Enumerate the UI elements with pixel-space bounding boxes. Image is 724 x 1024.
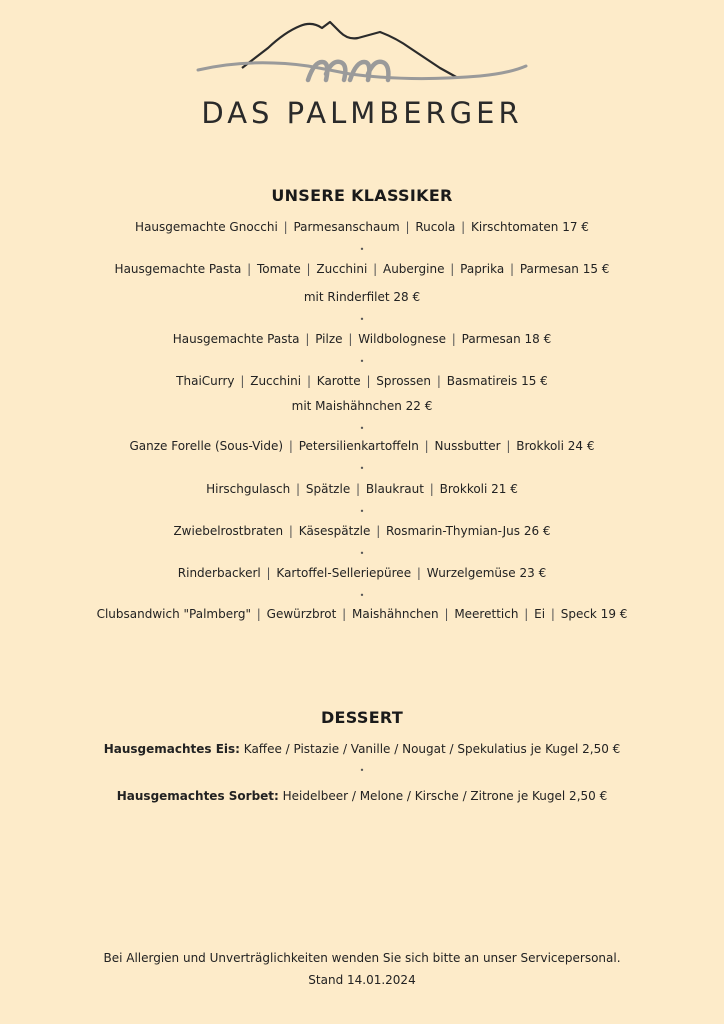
menu-item bbox=[0, 374, 724, 388]
menu-item-part: Blaukraut bbox=[365, 482, 424, 496]
menu-item bbox=[0, 439, 724, 453]
dessert-item-label: Hausgemachtes Eis: bbox=[103, 742, 240, 756]
separator-dot: • bbox=[359, 315, 365, 324]
menu-item-part: Parmesanschaum bbox=[293, 220, 400, 234]
separator: | bbox=[447, 332, 460, 346]
separator-dot: • bbox=[359, 245, 365, 254]
menu-item-part: Speck 19 € bbox=[560, 607, 628, 621]
separator: | bbox=[301, 332, 314, 346]
menu-item-part: Rucola bbox=[415, 220, 456, 234]
separator: | bbox=[303, 374, 315, 388]
separator: | bbox=[338, 607, 350, 621]
menu-item-part: Wurzelgemüse 23 € bbox=[426, 566, 547, 580]
dessert-item-text: Heidelbeer / Melone / Kirsche / Zitrone je Kugel 2,50 € bbox=[278, 789, 608, 803]
separator: | bbox=[372, 524, 385, 538]
menu-item-part: Meerettich bbox=[454, 607, 519, 621]
menu-item-part: ThaiCurry bbox=[176, 374, 235, 388]
menu-item-part: Petersilienkartoffeln bbox=[298, 439, 419, 453]
menu-item-part: Zucchini bbox=[316, 262, 368, 276]
separator: | bbox=[457, 220, 470, 234]
separator: | bbox=[502, 439, 515, 453]
separator-dot: • bbox=[359, 507, 365, 516]
separator: | bbox=[369, 262, 381, 276]
menu-item-part: Karotte bbox=[316, 374, 361, 388]
menu-item-part: Parmesan 18 € bbox=[461, 332, 552, 346]
separator: | bbox=[413, 566, 425, 580]
menu-item-part: Spätzle bbox=[305, 482, 351, 496]
menu-item-part: Gewürzbrot bbox=[266, 607, 337, 621]
menu-item-part: Clubsandwich "Palmberg" bbox=[96, 607, 251, 621]
separator-dot: • bbox=[359, 424, 365, 433]
dessert-item bbox=[0, 742, 724, 756]
dessert-item-text: Kaffee / Pistazie / Vanille / Nougat / Spekulatius je Kugel 2,50 € bbox=[239, 742, 621, 756]
separator: | bbox=[302, 262, 315, 276]
separator: | bbox=[520, 607, 533, 621]
menu-item-part: Zucchini bbox=[250, 374, 302, 388]
menu-item-extra: mit Rinderfilet 28 € bbox=[303, 290, 421, 304]
menu-item bbox=[0, 607, 724, 621]
menu-item-part: Maishähnchen bbox=[351, 607, 439, 621]
separator: | bbox=[285, 439, 297, 453]
menu-item-part: Hausgemachte Pasta bbox=[172, 332, 300, 346]
menu-item-part: Hausgemachte Pasta bbox=[114, 262, 242, 276]
separator-dot: • bbox=[359, 591, 365, 600]
menu-item-part: Aubergine bbox=[382, 262, 445, 276]
separator: | bbox=[547, 607, 559, 621]
menu-item bbox=[0, 524, 724, 538]
separator: | bbox=[401, 220, 414, 234]
separator: | bbox=[506, 262, 518, 276]
menu-item-part: Tomate bbox=[256, 262, 301, 276]
separator: | bbox=[420, 439, 433, 453]
menu-item bbox=[0, 332, 724, 346]
menu-item-part: Basmatireis 15 € bbox=[446, 374, 548, 388]
menu-item-part: Ganze Forelle (Sous-Vide) bbox=[129, 439, 284, 453]
menu-item-part: Paprika bbox=[460, 262, 505, 276]
menu-item-part: Parmesan 15 € bbox=[519, 262, 610, 276]
separator-dot: • bbox=[359, 464, 365, 473]
separator: | bbox=[433, 374, 445, 388]
separator: | bbox=[262, 566, 275, 580]
dessert-item-label: Hausgemachtes Sorbet: bbox=[116, 789, 279, 803]
separator-dot: • bbox=[359, 549, 365, 558]
separator: | bbox=[285, 524, 297, 538]
menu-item-part: Wildbolognese bbox=[358, 332, 446, 346]
separator: | bbox=[446, 262, 459, 276]
separator-dot: • bbox=[359, 766, 365, 775]
separator: | bbox=[279, 220, 292, 234]
separator: | bbox=[236, 374, 249, 388]
separator: | bbox=[362, 374, 375, 388]
menu-item bbox=[0, 566, 724, 580]
menu-item-extra: mit Maishähnchen 22 € bbox=[291, 399, 433, 413]
logo bbox=[0, 0, 724, 170]
menu-item bbox=[0, 220, 724, 234]
section-title-dessert: DESSERT bbox=[320, 708, 404, 727]
menu-item-part: Käsespätzle bbox=[298, 524, 371, 538]
menu-item-part: Rosmarin-Thymian-Jus 26 € bbox=[386, 524, 551, 538]
menu-item-part: Kirschtomaten 17 € bbox=[471, 220, 589, 234]
separator: | bbox=[243, 262, 255, 276]
brand-title: DAS PALMBERGER bbox=[201, 96, 523, 130]
separator: | bbox=[425, 482, 438, 496]
menu-item-part: Pilze bbox=[315, 332, 343, 346]
separator-dot: • bbox=[359, 357, 365, 366]
section-title-classics: UNSERE KLASSIKER bbox=[271, 186, 453, 205]
dessert-item bbox=[0, 789, 724, 803]
menu-item bbox=[0, 262, 724, 276]
separator: | bbox=[352, 482, 364, 496]
mountain-logo-icon bbox=[190, 18, 535, 84]
menu-item-part: Brokkoli 21 € bbox=[439, 482, 518, 496]
menu-item-part: Rinderbackerl bbox=[177, 566, 261, 580]
separator: | bbox=[292, 482, 304, 496]
menu-item-part: Hausgemachte Gnocchi bbox=[135, 220, 278, 234]
separator: | bbox=[252, 607, 265, 621]
separator: | bbox=[440, 607, 453, 621]
menu-item-part: Ei bbox=[534, 607, 546, 621]
separator: | bbox=[344, 332, 357, 346]
date-note: Stand 14.01.2024 bbox=[308, 973, 416, 987]
menu-item-part: Nussbutter bbox=[434, 439, 501, 453]
menu-item-part: Sprossen bbox=[376, 374, 432, 388]
menu-item bbox=[0, 482, 724, 496]
menu-item-part: Zwiebelrostbraten bbox=[173, 524, 284, 538]
menu-item-part: Brokkoli 24 € bbox=[516, 439, 595, 453]
menu-item-part: Kartoffel-Selleriepüree bbox=[276, 566, 412, 580]
allergy-note: Bei Allergien und Unverträglichkeiten wenden Sie sich bitte an unser Servicepersonal. bbox=[103, 951, 621, 965]
menu-item-part: Hirschgulasch bbox=[206, 482, 291, 496]
